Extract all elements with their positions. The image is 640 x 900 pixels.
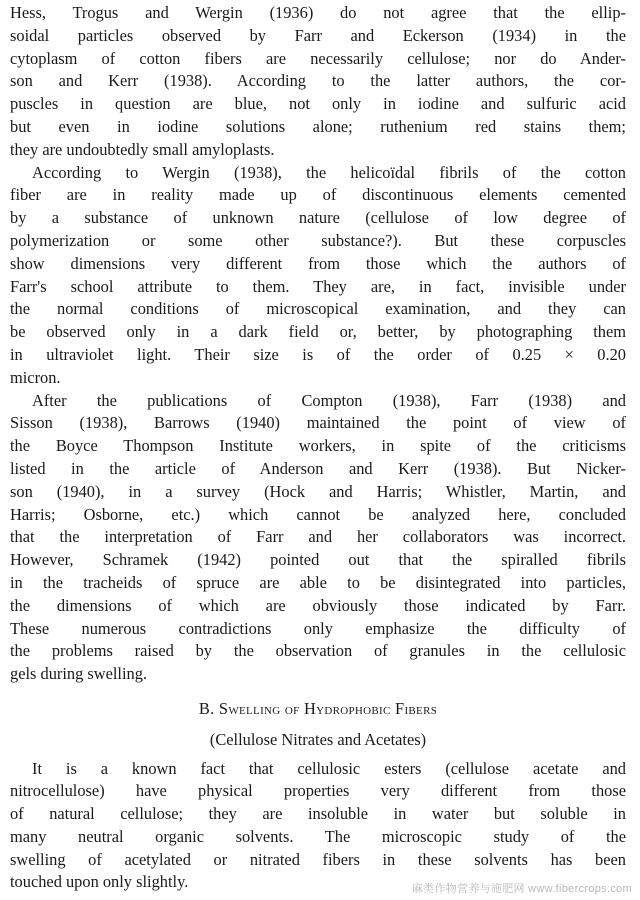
- text-line: many neutral organic solvents. The microscopic study of the: [10, 826, 626, 846]
- text-line: the problems raised by the observation of granules in the cellulosic: [10, 641, 626, 661]
- text-line: These numerous contradictions only emphasize the difficulty of: [10, 618, 626, 638]
- text-line: be observed only in a dark field or, better, by photographing them: [10, 322, 626, 342]
- text-line: that the interpretation of Farr and her collaborators was incorrect.: [10, 527, 626, 547]
- text-line: soidal particles observed by Farr and Eckerson (1934) in the: [10, 25, 626, 45]
- text-line: gels during swelling.: [10, 664, 148, 684]
- text-line: fiber are in reality made up of discontinuous elements cemented: [10, 185, 626, 205]
- section-heading-prefix: B.: [198, 698, 215, 718]
- text-line: polymerization or some other substance?). But these corpuscles: [10, 230, 626, 250]
- text-line: they are undoubtedly small amyloplasts.: [10, 139, 275, 159]
- text-line: by a substance of unknown nature (cellulose of low degree of: [10, 208, 626, 228]
- text-line: the Boyce Thompson Institute workers, in spite of the criticisms: [10, 436, 626, 456]
- document-page: [10, 2, 626, 894]
- text-line: After the publications of Compton (1938), Farr (1938) and: [32, 390, 626, 410]
- text-line: Harris; Osborne, etc.) which cannot be analyzed here, concluded: [10, 504, 626, 524]
- text-line: swelling of acetylated or nitrated fibers in these solvents has been: [10, 849, 626, 869]
- text-line: but even in iodine solutions alone; ruthenium red stains them;: [10, 116, 626, 136]
- section-subheading: (Cellulose Nitrates and Acetates): [209, 729, 427, 749]
- text-line: son (1940), in a survey (Hock and Harris; Whistler, Martin, and: [10, 481, 626, 501]
- text-line: of natural cellulose; they are insoluble in water but soluble in: [10, 804, 626, 824]
- paragraph-4: [10, 758, 626, 895]
- text-line: nitrocellulose) have physical properties very different from those: [10, 781, 626, 801]
- text-line: According to Wergin (1938), the helicoïdal fibrils of the cotton: [32, 162, 626, 182]
- text-line: Hess, Trogus and Wergin (1936) do not agree that the ellip-: [10, 3, 626, 22]
- section-heading-title: Swelling of Hydrophobic Fibers: [218, 698, 438, 718]
- paragraph-1: [10, 2, 626, 162]
- section-heading: [10, 698, 626, 721]
- text-line: However, Schramek (1942) pointed out that the spiralled fibrils: [10, 550, 626, 570]
- site-watermark: 麻类作物营养与施肥网 www.fibercrops.com: [411, 883, 632, 895]
- text-line: It is a known fact that cellulosic esters (cellulose acetate and: [32, 758, 626, 778]
- text-line: micron.: [10, 367, 61, 387]
- text-line: puscles in question are blue, not only in iodine and sulfuric acid: [10, 94, 626, 114]
- text-line: in ultraviolet light. Their size is of the order of 0.25 × 0.20: [10, 344, 626, 364]
- text-line: in the tracheids of spruce are able to be disintegrated into particles,: [10, 572, 626, 592]
- paragraph-3: [10, 390, 626, 686]
- paragraph-2: [10, 162, 626, 390]
- text-line: the normal conditions of microscopical examination, and they can: [10, 299, 626, 319]
- text-line: Sisson (1938), Barrows (1940) maintained the point of view of: [10, 413, 626, 433]
- text-line: touched upon only slightly.: [10, 872, 189, 892]
- text-line: show dimensions very different from those which the authors of: [10, 253, 626, 273]
- text-line: cytoplasm of cotton fibers are necessarily cellulose; nor do Ander-: [10, 48, 626, 68]
- text-line: listed in the article of Anderson and Kerr (1938). But Nicker-: [10, 458, 626, 478]
- text-line: son and Kerr (1938). According to the latter authors, the cor-: [10, 71, 626, 91]
- text-line: Farr's school attribute to them. They are, in fact, invisible under: [10, 276, 626, 296]
- text-line: the dimensions of which are obviously those indicated by Farr.: [10, 595, 626, 615]
